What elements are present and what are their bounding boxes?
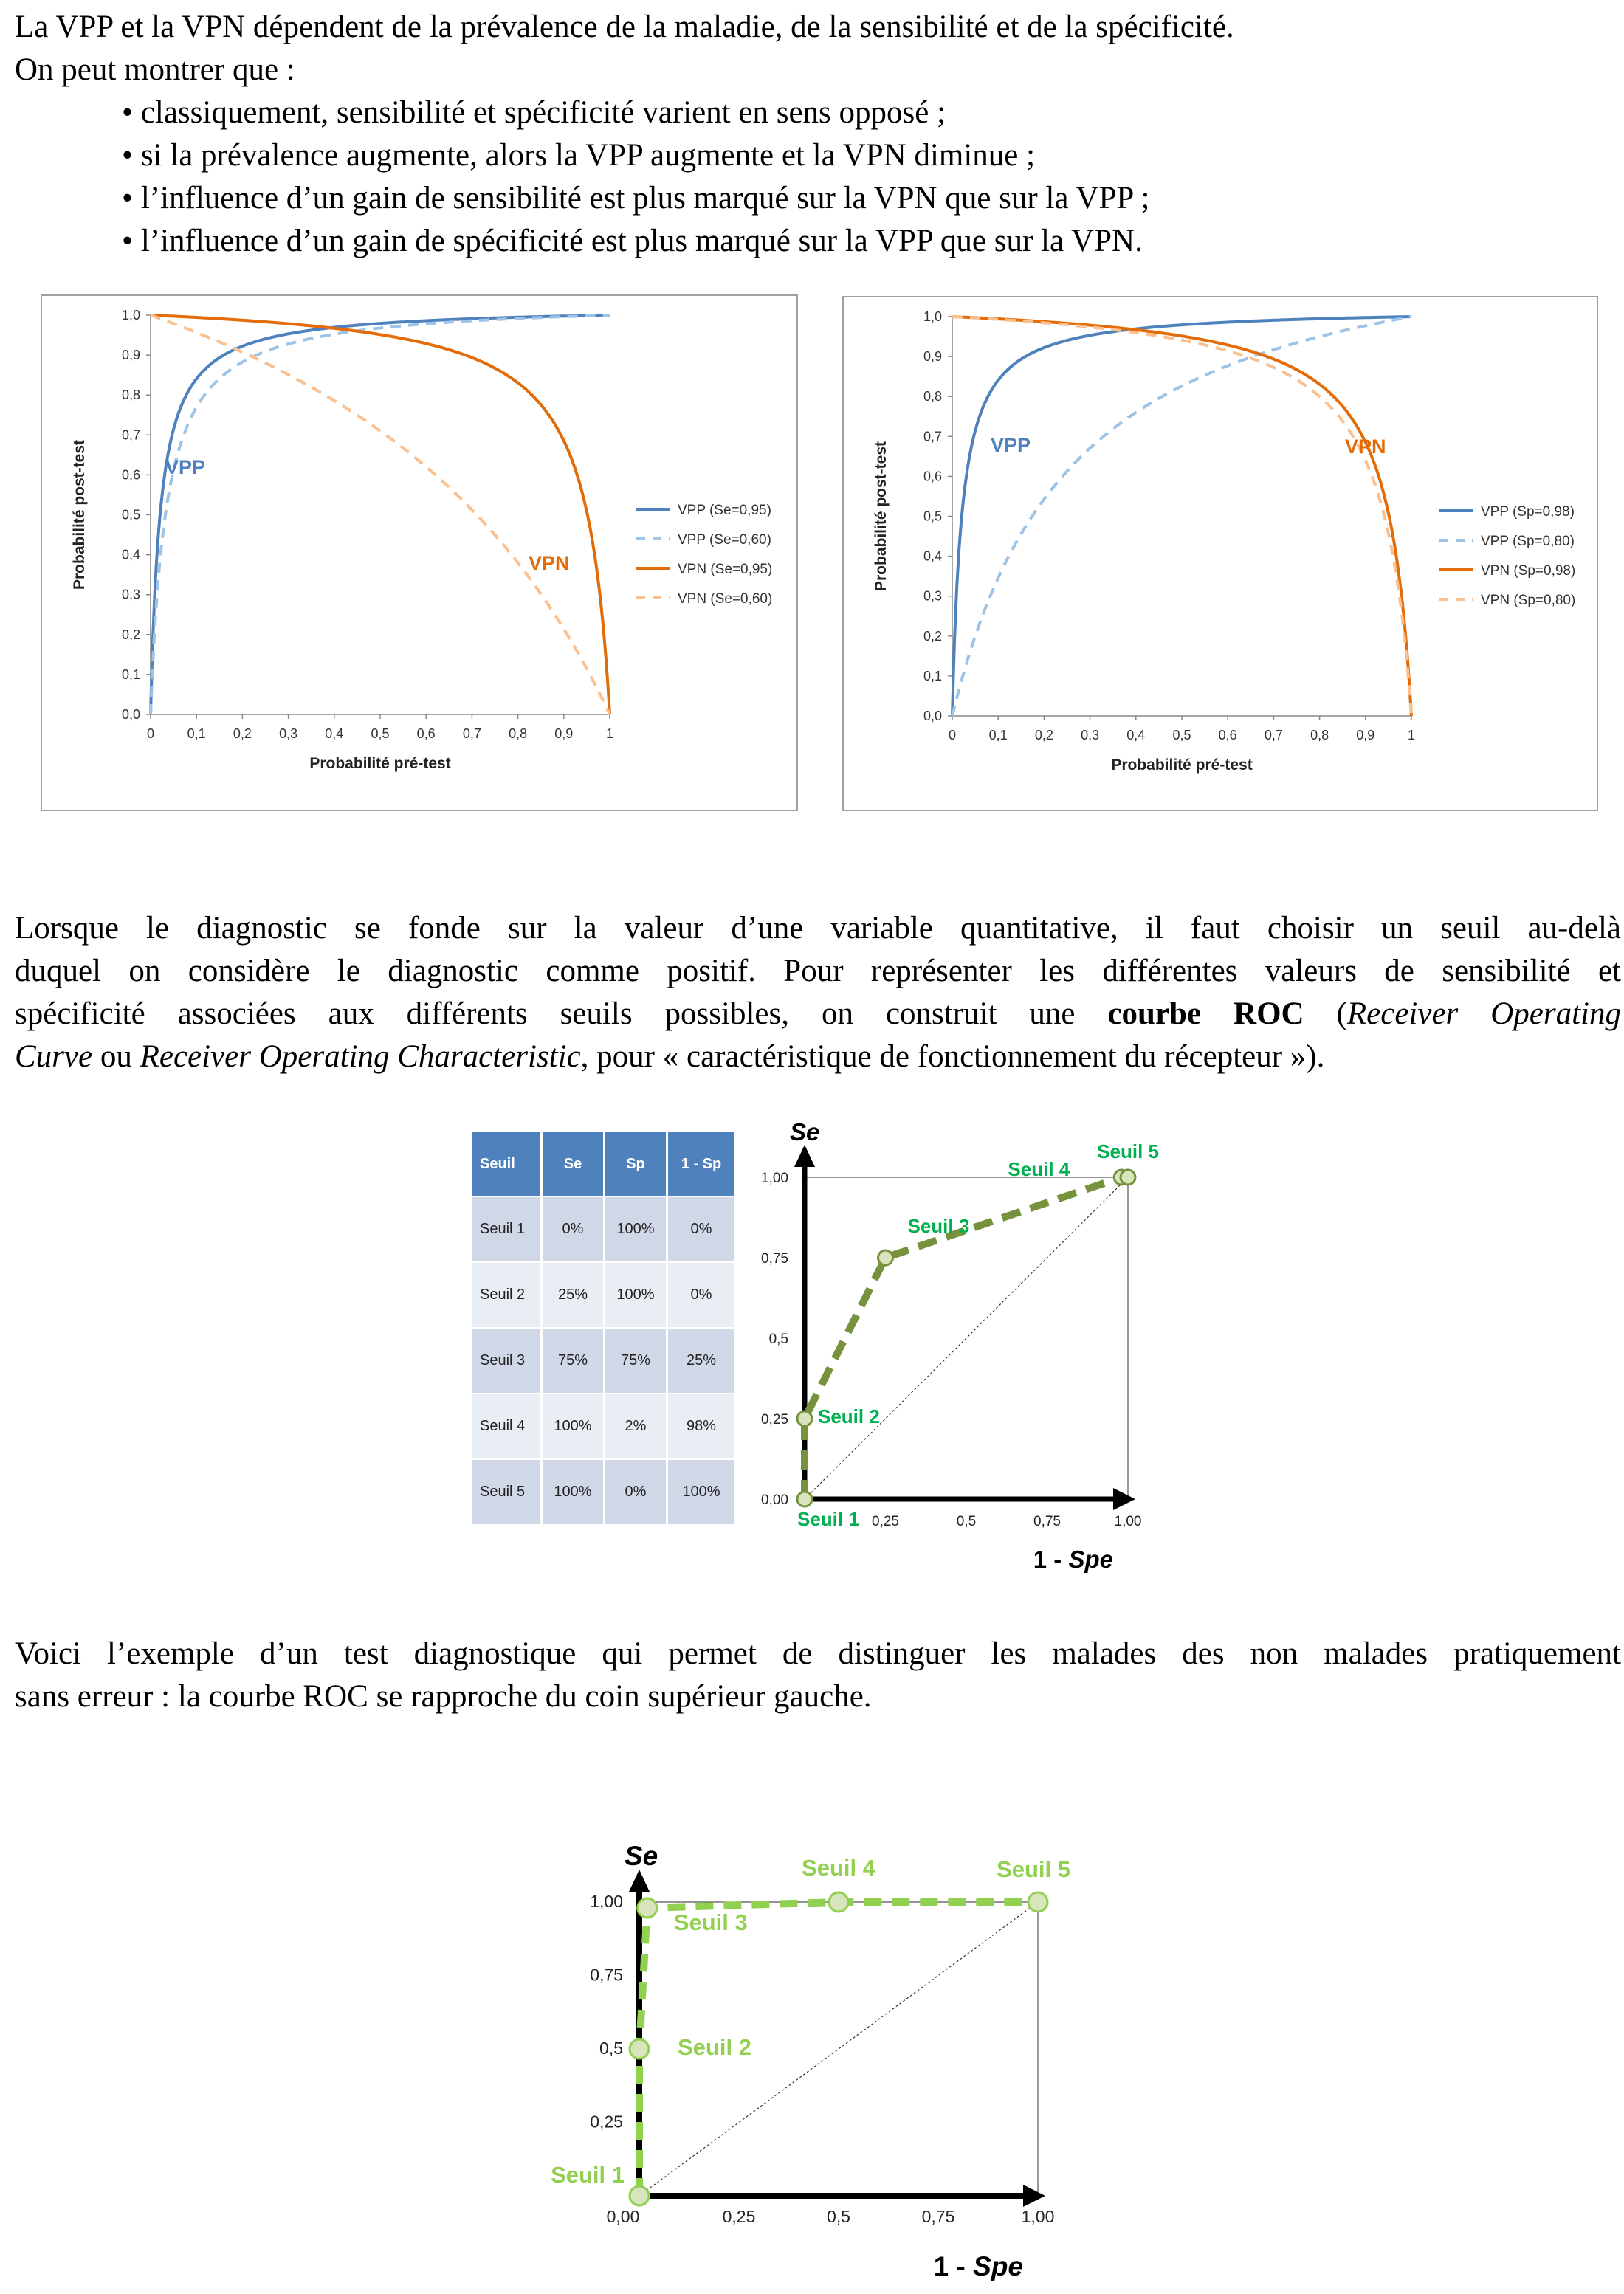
roc-point-label: Seuil 5 [1097, 1140, 1159, 1162]
y-tick-label: 0,5 [768, 1332, 788, 1347]
table-row [472, 1328, 736, 1394]
x-tick-label: 0,75 [1033, 1514, 1061, 1529]
x-tick-label: 0,6 [416, 726, 436, 741]
x-axis-title [934, 2251, 1023, 2281]
x-axis-title-part: Spe [1068, 1546, 1113, 1573]
y-tick-label: 0,75 [761, 1251, 788, 1267]
roc-point-marker [797, 1492, 812, 1506]
roc-point-marker [1121, 1170, 1135, 1185]
x-tick-label: 0,25 [872, 1514, 899, 1529]
example-paragraph-line-2: sans erreur : la courbe ROC se rapproche du coin supérieur gauche. [15, 1679, 872, 1714]
y-tick-label: 0,75 [590, 1965, 623, 1985]
roc-threshold-table [472, 1132, 737, 1526]
y-tick-label: 0,9 [923, 349, 942, 365]
table-cell: Seuil 2 [472, 1262, 542, 1328]
roc-point-label: Seuil 5 [997, 1856, 1070, 1882]
x-tick-label: 0,8 [509, 726, 528, 741]
x-tick-label: 0,9 [554, 726, 574, 741]
legend-label: VPP (Sp=0,80) [1481, 534, 1575, 549]
roc-paragraph-line-3 [15, 993, 1621, 1036]
x-tick-label: 1,00 [1114, 1514, 1142, 1529]
table-cell: 100% [605, 1196, 667, 1262]
table-cell: 0% [667, 1196, 736, 1262]
x-axis-title-part: 1 - [933, 2251, 974, 2281]
vpp-annotation: VPP [991, 434, 1031, 456]
column-header: Se [542, 1132, 605, 1196]
roc-point-label: Seuil 3 [673, 1909, 748, 1935]
y-axis-title: Probabilité post-test [873, 441, 890, 592]
table-cell: 100% [542, 1459, 605, 1525]
roc-point-label: Seuil 1 [551, 2162, 625, 2188]
y-tick-label: 0,8 [121, 388, 140, 403]
legend-label: VPN (Se=0,60) [678, 591, 773, 607]
y-tick-label: 1,00 [590, 1892, 623, 1911]
bullet-item: • l’influence d’un gain de sensibilité est plus marqué sur la VPN que sur la VPP ; [122, 177, 1149, 220]
vpp-annotation: VPP [165, 456, 206, 478]
x-axis-title-part: Spe [973, 2251, 1023, 2281]
y-tick-label: 0,7 [923, 429, 942, 444]
roc-point-marker [630, 2039, 649, 2059]
roc-paragraph-line-1: Lorsque le diagnostic se fonde sur la valeur d’une variable quantitative, il faut choisir un seuil au-delà [15, 911, 1621, 946]
text-run: spécificité associées aux différents seuils possibles, on construit une [15, 996, 1108, 1031]
vpn-annotation: VPN [1345, 435, 1386, 458]
intro-line-1: La VPP et la VPN dépendent de la prévalence de la maladie, de la sensibilité et de la spécificité. [15, 10, 1234, 44]
text-run: , pour « caractéristique de fonctionnement du récepteur »). [580, 1039, 1325, 1074]
table-cell: 100% [542, 1394, 605, 1459]
y-axis-arrowhead [629, 1870, 650, 1892]
x-tick-label: 1,00 [1021, 2207, 1055, 2226]
chart-vpp-vpn-sensitivity [41, 295, 799, 812]
table-cell: 2% [605, 1394, 667, 1459]
roc-paragraph-line-2: duquel on considère le diagnostic comme positif. Pour représenter les différentes valeurs de sensibilité et [15, 954, 1621, 988]
table-cell: Seuil 4 [472, 1394, 542, 1459]
x-tick-label: 0,3 [1081, 728, 1100, 743]
roc-point-label: Seuil 2 [818, 1405, 880, 1427]
table-cell: 100% [605, 1262, 667, 1328]
y-tick-label: 0,3 [121, 587, 140, 602]
text-run: Receiver Operating Characteristic [140, 1039, 581, 1074]
x-axis-title [1033, 1546, 1113, 1573]
roc-point-marker [797, 1411, 812, 1426]
x-tick-label: 1 [605, 726, 614, 741]
x-tick-label: 0,4 [325, 726, 344, 741]
roc-point-marker [630, 2186, 649, 2205]
y-tick-label: 0,25 [590, 2112, 623, 2132]
table-header-row [472, 1132, 736, 1196]
roc-point-marker [829, 1892, 848, 1912]
x-tick-label: 0,8 [1310, 728, 1329, 743]
roc-paragraph [15, 907, 1621, 1078]
text-run: Receiver Operating [1346, 996, 1622, 1031]
x-tick-label: 0,9 [1356, 728, 1375, 743]
table-row [472, 1394, 736, 1459]
y-tick-label: 0,25 [761, 1412, 788, 1427]
table-cell: Seuil 5 [472, 1459, 542, 1525]
table-cell: 0% [605, 1459, 667, 1525]
x-axis-arrowhead [1113, 1488, 1135, 1510]
x-tick-label: 0,25 [722, 2207, 756, 2226]
x-tick-label: 0,5 [827, 2207, 850, 2226]
text-run: ou [92, 1039, 140, 1074]
bullet-item: • l’influence d’un gain de spécificité est plus marqué sur la VPP que sur la VPN. [122, 220, 1149, 263]
column-header: 1 - Sp [667, 1132, 736, 1196]
legend-label: VPN (Sp=0,98) [1481, 563, 1576, 579]
x-tick-label: 0,1 [187, 726, 206, 741]
courbe-roc-term: courbe ROC [1107, 996, 1304, 1031]
y-tick-label: 0,1 [923, 668, 942, 683]
y-tick-label: 0,3 [923, 588, 942, 604]
table-cell: 75% [605, 1328, 667, 1394]
y-tick-label: 1,0 [923, 309, 942, 324]
x-tick-label: 0 [948, 728, 957, 743]
y-tick-label: 0,6 [121, 467, 140, 483]
table-cell: Seuil 3 [472, 1328, 542, 1394]
roc-point-label: Seuil 4 [1008, 1158, 1070, 1180]
x-axis-title: Probabilité pré-test [309, 755, 451, 772]
table-row [472, 1262, 736, 1328]
x-tick-label: 0,2 [1034, 728, 1053, 743]
x-tick-label: 0,1 [988, 728, 1008, 743]
y-tick-label: 0,00 [761, 1492, 788, 1508]
y-tick-label: 0,6 [923, 469, 942, 484]
intro-line-2: On peut montrer que : [15, 52, 295, 87]
y-axis-title: Se [625, 1841, 658, 1871]
table-cell: 75% [542, 1328, 605, 1394]
x-tick-label: 0,2 [233, 726, 252, 741]
x-tick-label: 0,3 [279, 726, 298, 741]
x-tick-label: 0,75 [921, 2207, 955, 2226]
roc-curve-chart [751, 1115, 1180, 1587]
roc-point-label: Seuil 3 [907, 1215, 970, 1237]
column-header: Seuil [472, 1132, 542, 1196]
y-tick-label: 0,0 [121, 707, 140, 722]
x-axis-title-part: 1 - [1033, 1546, 1069, 1573]
roc-paragraph-line-4 [15, 1036, 1621, 1078]
y-tick-label: 0,4 [121, 547, 140, 562]
y-tick-label: 0,0 [923, 709, 942, 723]
x-tick-label: 0 [146, 726, 155, 741]
table-cell: 0% [542, 1196, 605, 1262]
x-tick-label: 0,7 [462, 726, 481, 741]
x-tick-label: 0,6 [1218, 728, 1237, 743]
y-tick-label: 0,7 [121, 427, 140, 443]
table-cell: 25% [667, 1328, 736, 1394]
chart-vpp-vpn-specificity [843, 297, 1600, 813]
table-cell: 25% [542, 1262, 605, 1328]
y-tick-label: 0,4 [923, 548, 942, 564]
y-tick-label: 0,5 [923, 509, 942, 524]
y-tick-label: 0,5 [599, 2039, 623, 2058]
y-tick-label: 0,2 [121, 627, 140, 642]
legend-label: VPN (Se=0,95) [678, 562, 773, 577]
text-run: ( [1304, 996, 1347, 1031]
table-cell: 98% [667, 1394, 736, 1459]
table-cell: 0% [667, 1262, 736, 1328]
y-tick-label: 1,00 [761, 1171, 788, 1186]
vpn-annotation: VPN [529, 552, 570, 574]
column-header: Sp [605, 1132, 667, 1196]
example-paragraph [15, 1633, 1621, 1718]
bullet-item: • classiquement, sensibilité et spécificité varient en sens opposé ; [122, 92, 1149, 134]
roc-point-marker [878, 1250, 893, 1265]
legend-label: VPP (Se=0,60) [678, 532, 771, 548]
x-tick-label: 0,7 [1264, 728, 1283, 743]
y-axis-arrowhead [794, 1145, 815, 1167]
text-run: Curve [15, 1039, 93, 1074]
x-tick-label: 0,5 [956, 1514, 977, 1529]
y-tick-label: 0,8 [923, 389, 942, 404]
x-axis-arrowhead [1023, 2185, 1045, 2207]
roc-point-marker [1028, 1892, 1047, 1912]
x-tick-label: 0,5 [1172, 728, 1191, 743]
y-tick-label: 0,2 [923, 628, 942, 644]
roc-point-label: Seuil 4 [802, 1855, 875, 1881]
x-tick-label: 0,4 [1126, 728, 1146, 743]
table-cell: Seuil 1 [472, 1196, 542, 1262]
roc-point-label: Seuil 1 [797, 1508, 859, 1530]
x-axis-title: Probabilité pré-test [1111, 757, 1253, 774]
roc-curve-chart-ideal [531, 1738, 1093, 2284]
roc-point-marker [638, 1898, 657, 1918]
legend-label: VPP (Sp=0,98) [1481, 504, 1575, 520]
intro-bullet-list [122, 92, 1149, 263]
origin-tick-label: 0,00 [606, 2207, 640, 2226]
example-paragraph-line-1: Voici l’exemple d’un test diagnostique qui permet de distinguer les malades des non malades pratiquement [15, 1636, 1621, 1671]
table-row [472, 1459, 736, 1525]
legend-label: VPN (Sp=0,80) [1481, 593, 1576, 608]
x-tick-label: 0,5 [371, 726, 390, 741]
roc-point-label: Seuil 2 [678, 2034, 751, 2060]
bullet-item: • si la prévalence augmente, alors la VPP augmente et la VPN diminue ; [122, 134, 1149, 177]
table-cell: 100% [667, 1459, 736, 1525]
y-tick-label: 1,0 [121, 308, 140, 323]
y-tick-label: 0,5 [121, 507, 140, 523]
y-tick-label: 0,1 [121, 666, 140, 682]
y-tick-label: 0,9 [121, 348, 140, 363]
y-axis-title: Se [790, 1118, 820, 1146]
y-axis-title: Probabilité post-test [71, 439, 88, 590]
table-row [472, 1196, 736, 1262]
legend-label: VPP (Se=0,95) [678, 503, 771, 518]
x-tick-label: 1 [1407, 728, 1416, 743]
